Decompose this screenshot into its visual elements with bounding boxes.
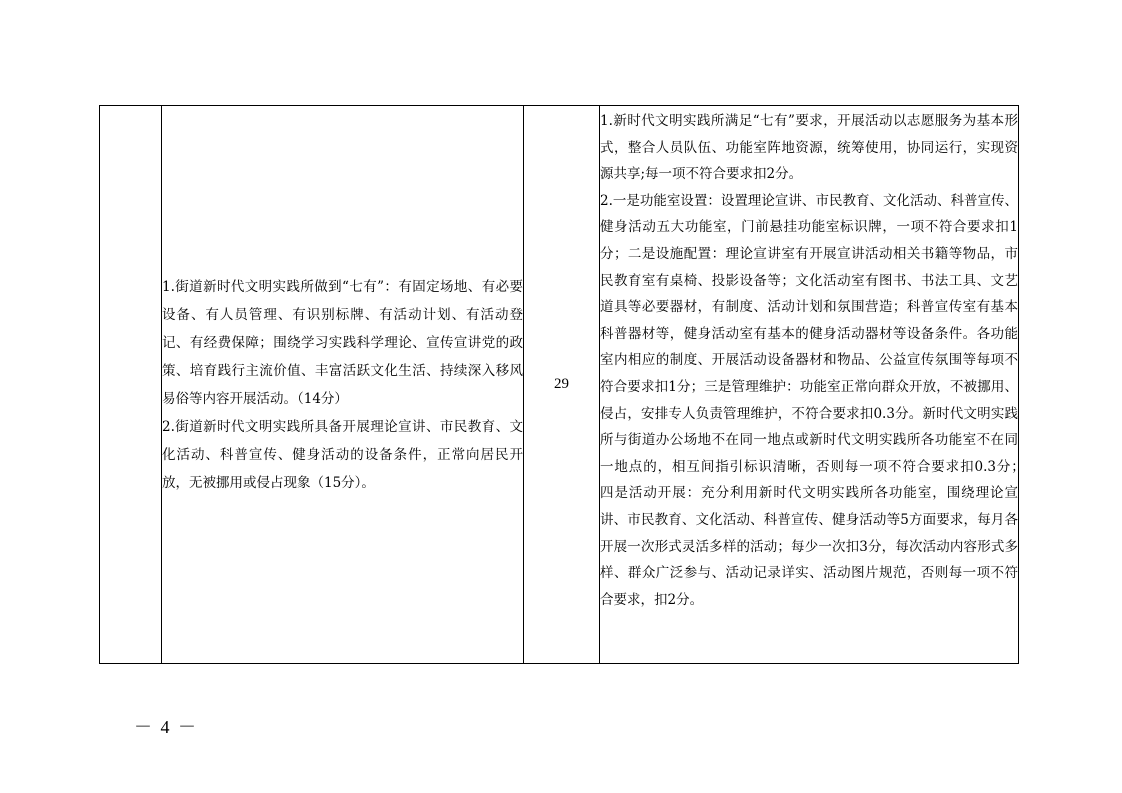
scoring-rule-2: 2.一是功能室设置：设置理论宣讲、市民教育、文化活动、科普宣传、健身活动五大功能室，门前悬挂功能室标识牌，一项不符合要求扣1分；二是设施配置：理论宣讲室有开展宣讲活动相关书籍等物品，市民教育室有桌椅、投影设备等；文化活动室有图书、书法工具、文艺道具等必要器材，有制度、活动计划和氛围营造；科普宣传室有基本科普器材等，健身活动室有基本的健身活动器材等设备条件。各功能室内相应的制度、开展活动设备器材和物品、公益宣传氛围等每项不符合要求扣1分；三是管理维护：功能室正常向群众开放，不被挪用、侵占，安排专人负责管理维护，不符合要求扣0.3分。新时代文明实践所与街道办公场地不在同一地点或新时代文明实践所各功能室不在同一地点的，相互间指引标识清晰，否则每一项不符合要求扣0.3分； 四是活动开展：充分利用新时代文明实践所各功能室，围绕理论宣讲、市民教育、文化活动、科普宣传、健身活动等5方面要求，每月各开展一次形式灵活多样的活动；每少一次扣3分，每次活动内容形式多样、群众广泛参与、活动记录详实、活动图片规范，否则每一项不符合要求，扣2分。 xyxy=(600,192,1032,608)
table-row xyxy=(100,106,1019,664)
assessment-table xyxy=(99,105,1032,664)
page-number: － 4 － xyxy=(134,717,198,737)
requirement-item-1: 1.街道新时代文明实践所做到“七有”：有固定场地、有必要设备、有人员管理、有识别标牌、有活动计划、有活动登记、有经费保障；围绕学习实践科学理论、宣传宣讲党的政策、培育践行主流价值、丰富活跃文化生活、持续深入移风易俗等内容开展活动。（14分） xyxy=(162,278,523,407)
index-cell xyxy=(100,106,162,664)
requirement-item-2: 2.街道新时代文明实践所具备开展理论宣讲、市民教育、文化活动、科普宣传、健身活动的设备条件，正常向居民开放，无被挪用或侵占现象（15分）。 xyxy=(162,418,523,491)
requirements-cell xyxy=(162,106,524,664)
scoring-rule-1: 1.新时代文明实践所满足“七有”要求，开展活动以志愿服务为基本形式，整合人员队伍、功能室阵地资源，统筹使用，协同运行，实现资源共享;每一项不符合要求扣2分。 xyxy=(600,113,1018,183)
scoring-rules-cell xyxy=(600,106,1032,664)
score-cell: 29 xyxy=(524,106,600,664)
